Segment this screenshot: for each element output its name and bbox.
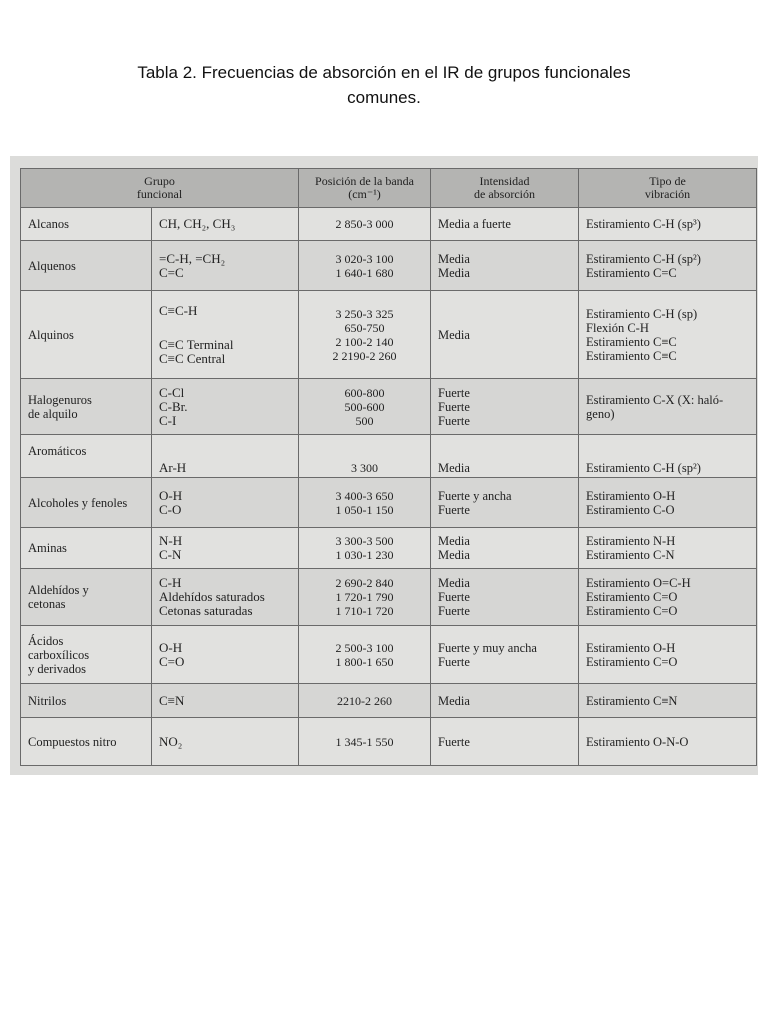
- cell-text: C-H: [159, 575, 182, 590]
- cell-grupo: [21, 379, 152, 435]
- cell-text: 2 850-3 000: [335, 217, 394, 231]
- header-posicion: [299, 169, 431, 208]
- cell-text: Media: [438, 548, 470, 562]
- header-text: Tipo de: [649, 174, 686, 188]
- header-text: vibración: [644, 187, 691, 201]
- cell-text: carboxílicos: [28, 647, 90, 662]
- cell-text: O-H: [159, 639, 183, 655]
- cell-text: geno): [586, 406, 615, 421]
- cell-posicion: [299, 718, 431, 766]
- cell-posicion: [299, 435, 431, 478]
- cell-text: Estiramiento C≡C: [586, 334, 677, 349]
- cell-tipo: [579, 241, 757, 291]
- cell-text: 500: [355, 413, 374, 428]
- cell-posicion: [299, 626, 431, 684]
- table-row: [21, 379, 757, 435]
- cell-text: Fuerte y muy ancha: [438, 640, 537, 655]
- cell-grupo: [21, 478, 152, 528]
- table-row: [21, 208, 757, 241]
- header-text: funcional: [136, 187, 183, 201]
- cell-text: 500-600: [344, 399, 385, 414]
- cell-text: Fuerte y ancha: [438, 488, 512, 503]
- cell-text: 1 800-1 650: [335, 654, 394, 669]
- cell-tipo: [579, 626, 757, 684]
- cell-text: C=O: [159, 653, 185, 669]
- header-text: Grupo: [144, 174, 175, 188]
- cell-intensidad: [431, 528, 579, 569]
- cell-text: Media: [438, 693, 470, 708]
- cell-text: Estiramiento C=O: [586, 590, 678, 604]
- cell-text: 2 500-3 100: [335, 640, 394, 655]
- cell-text: Cetonas saturadas: [159, 603, 253, 618]
- cell-posicion: [299, 528, 431, 569]
- spacer: [159, 328, 291, 338]
- cell-grupo: [21, 435, 152, 478]
- cell-text: NO₂: [159, 733, 183, 749]
- table-row: [21, 684, 757, 718]
- cell-text: Estiramiento C≡C: [586, 348, 677, 363]
- cell-text: Estiramiento C=O: [586, 604, 678, 618]
- cell-text: cetonas: [28, 597, 66, 611]
- cell-text: Compuestos nitro: [28, 734, 117, 749]
- cell-text: 3 400-3 650: [335, 488, 394, 503]
- cell-text: C≡N: [159, 692, 185, 708]
- cell-subgrupo: [152, 569, 299, 626]
- cell-text: 1 050-1 150: [335, 502, 394, 517]
- cell-text: 2210-2 260: [337, 693, 393, 708]
- cell-posicion: [299, 291, 431, 379]
- cell-grupo: [21, 208, 152, 241]
- header-tipo: [579, 169, 757, 208]
- cell-text: Aldehídos saturados: [159, 589, 265, 604]
- cell-text: Aldehídos y: [28, 583, 89, 597]
- ir-frequency-table: [20, 168, 757, 766]
- cell-text: Estiramiento C-X (X: haló-: [586, 392, 724, 407]
- cell-text: Fuerte: [438, 385, 470, 400]
- cell-subgrupo: [152, 478, 299, 528]
- table-row: [21, 569, 757, 626]
- cell-tipo: [579, 569, 757, 626]
- cell-intensidad: [431, 718, 579, 766]
- cell-tipo: [579, 718, 757, 766]
- table-caption: [0, 60, 768, 110]
- header-grupo: [21, 169, 299, 208]
- cell-text: Estiramiento N-H: [586, 534, 676, 548]
- cell-text: Estiramiento O-H: [586, 640, 676, 655]
- cell-tipo: [579, 379, 757, 435]
- cell-text: Fuerte: [438, 734, 470, 749]
- cell-text: Aromáticos: [28, 444, 87, 458]
- cell-posicion: [299, 379, 431, 435]
- cell-text: 2 690-2 840: [335, 576, 394, 590]
- cell-text: Alcanos: [28, 217, 69, 231]
- cell-text: 3 250-3 325: [335, 306, 394, 321]
- cell-text: Media: [438, 251, 470, 266]
- table-row: [21, 478, 757, 528]
- cell-posicion: [299, 208, 431, 241]
- cell-intensidad: [431, 626, 579, 684]
- cell-grupo: [21, 626, 152, 684]
- table-photo: [10, 156, 758, 775]
- cell-tipo: [579, 478, 757, 528]
- cell-posicion: [299, 478, 431, 528]
- header-text: (cm⁻¹): [348, 187, 381, 201]
- spacer: [159, 318, 291, 328]
- cell-text: C≡C-H: [159, 302, 198, 318]
- header-text: de absorción: [474, 187, 535, 201]
- table-row: [21, 241, 757, 291]
- cell-text: 3 300: [351, 461, 379, 475]
- header-text: Intensidad: [479, 174, 530, 188]
- cell-grupo: [21, 569, 152, 626]
- cell-grupo: [21, 684, 152, 718]
- cell-posicion: [299, 569, 431, 626]
- cell-text: Media: [438, 534, 470, 548]
- cell-text: Media: [438, 461, 470, 475]
- cell-text: Media: [438, 327, 470, 342]
- table-row: [21, 528, 757, 569]
- cell-subgrupo: [152, 241, 299, 291]
- cell-text: CH, CH₂, CH₃: [159, 216, 236, 231]
- cell-subgrupo: [152, 684, 299, 718]
- cell-text: Alquenos: [28, 258, 76, 273]
- cell-text: Estiramiento O=C-H: [586, 576, 691, 590]
- cell-text: Flexión C-H: [586, 320, 649, 335]
- cell-text: Ácidos: [28, 633, 64, 648]
- cell-text: 1 030-1 230: [335, 548, 394, 562]
- cell-text: O-H: [159, 487, 183, 503]
- cell-text: de alquilo: [28, 406, 78, 421]
- cell-subgrupo: [152, 435, 299, 478]
- cell-intensidad: [431, 435, 579, 478]
- table-row: [21, 626, 757, 684]
- cell-intensidad: [431, 569, 579, 626]
- cell-text: Alcoholes y fenoles: [28, 495, 128, 510]
- cell-text: C=C: [159, 264, 184, 280]
- cell-text: C-Cl: [159, 384, 185, 400]
- cell-tipo: [579, 208, 757, 241]
- table-row: [21, 435, 757, 478]
- cell-text: C-N: [159, 547, 182, 562]
- header-text: Posición de la banda: [315, 174, 414, 188]
- cell-text: Fuerte: [438, 590, 470, 604]
- header-row: [21, 169, 757, 208]
- cell-text: Estiramiento C-H (sp): [586, 306, 698, 321]
- cell-text: C≡C Terminal: [159, 336, 234, 352]
- cell-text: Media: [438, 576, 470, 590]
- cell-subgrupo: [152, 379, 299, 435]
- cell-tipo: [579, 684, 757, 718]
- cell-intensidad: [431, 241, 579, 291]
- cell-grupo: [21, 718, 152, 766]
- table-row: [21, 291, 757, 379]
- cell-text: Fuerte: [438, 502, 470, 517]
- cell-text: C-I: [159, 412, 177, 428]
- cell-text: N-H: [159, 533, 183, 548]
- cell-grupo: [21, 291, 152, 379]
- cell-text: Media a fuerte: [438, 217, 511, 231]
- cell-text: C-Br.: [159, 398, 188, 414]
- cell-intensidad: [431, 478, 579, 528]
- cell-text: 1 345-1 550: [335, 734, 394, 749]
- cell-text: Aminas: [28, 541, 67, 555]
- cell-intensidad: [431, 208, 579, 241]
- cell-text: Fuerte: [438, 654, 470, 669]
- cell-subgrupo: [152, 528, 299, 569]
- cell-text: C≡C Central: [159, 350, 226, 366]
- cell-text: Nitrilos: [28, 693, 67, 708]
- cell-text: Estiramiento O-N-O: [586, 734, 689, 749]
- caption-line-1: Tabla 2. Frecuencias de absorción en el IR de grupos funcionales: [137, 63, 631, 82]
- cell-text: 1 720-1 790: [335, 590, 394, 604]
- cell-text: Ar-H: [159, 460, 187, 475]
- cell-text: Estiramiento C-H (sp²): [586, 251, 701, 266]
- cell-text: 1 710-1 720: [335, 604, 394, 618]
- cell-text: 650-750: [344, 320, 385, 335]
- cell-text: 3 300-3 500: [335, 534, 394, 548]
- cell-text: Fuerte: [438, 604, 470, 618]
- cell-text: 2 2190-2 260: [332, 348, 397, 363]
- cell-text: Estiramiento O-H: [586, 488, 676, 503]
- cell-text: 2 100-2 140: [335, 334, 394, 349]
- cell-tipo: [579, 528, 757, 569]
- cell-text: Estiramiento C-N: [586, 548, 675, 562]
- cell-grupo: [21, 241, 152, 291]
- cell-subgrupo: [152, 291, 299, 379]
- cell-tipo: [579, 291, 757, 379]
- cell-text: Estiramiento C=C: [586, 265, 677, 280]
- cell-intensidad: [431, 291, 579, 379]
- cell-text: Estiramiento C≡N: [586, 693, 678, 708]
- cell-text: Halogenuros: [28, 392, 92, 407]
- cell-text: 1 640-1 680: [335, 265, 394, 280]
- cell-subgrupo: [152, 626, 299, 684]
- cell-text: Alquinos: [28, 327, 74, 342]
- cell-intensidad: [431, 379, 579, 435]
- cell-text: Estiramiento C=O: [586, 654, 678, 669]
- cell-text: Estiramiento C-H (sp³): [586, 217, 701, 231]
- cell-subgrupo: [152, 208, 299, 241]
- cell-text: 600-800: [344, 385, 385, 400]
- cell-posicion: [299, 684, 431, 718]
- caption-line-2: comunes.: [347, 88, 421, 107]
- cell-text: 3 020-3 100: [335, 251, 394, 266]
- cell-text: C-O: [159, 501, 182, 517]
- cell-text: Estiramiento C-O: [586, 502, 675, 517]
- header-intensidad: [431, 169, 579, 208]
- cell-text: Estiramiento C-H (sp²): [586, 461, 701, 475]
- cell-tipo: [579, 435, 757, 478]
- cell-subgrupo: [152, 718, 299, 766]
- cell-text: Media: [438, 265, 470, 280]
- cell-text: Fuerte: [438, 399, 470, 414]
- cell-grupo: [21, 528, 152, 569]
- cell-text: y derivados: [28, 661, 86, 676]
- cell-posicion: [299, 241, 431, 291]
- cell-text: Fuerte: [438, 413, 470, 428]
- cell-text: =C-H, =CH₂: [159, 250, 226, 266]
- cell-intensidad: [431, 684, 579, 718]
- table-row: [21, 718, 757, 766]
